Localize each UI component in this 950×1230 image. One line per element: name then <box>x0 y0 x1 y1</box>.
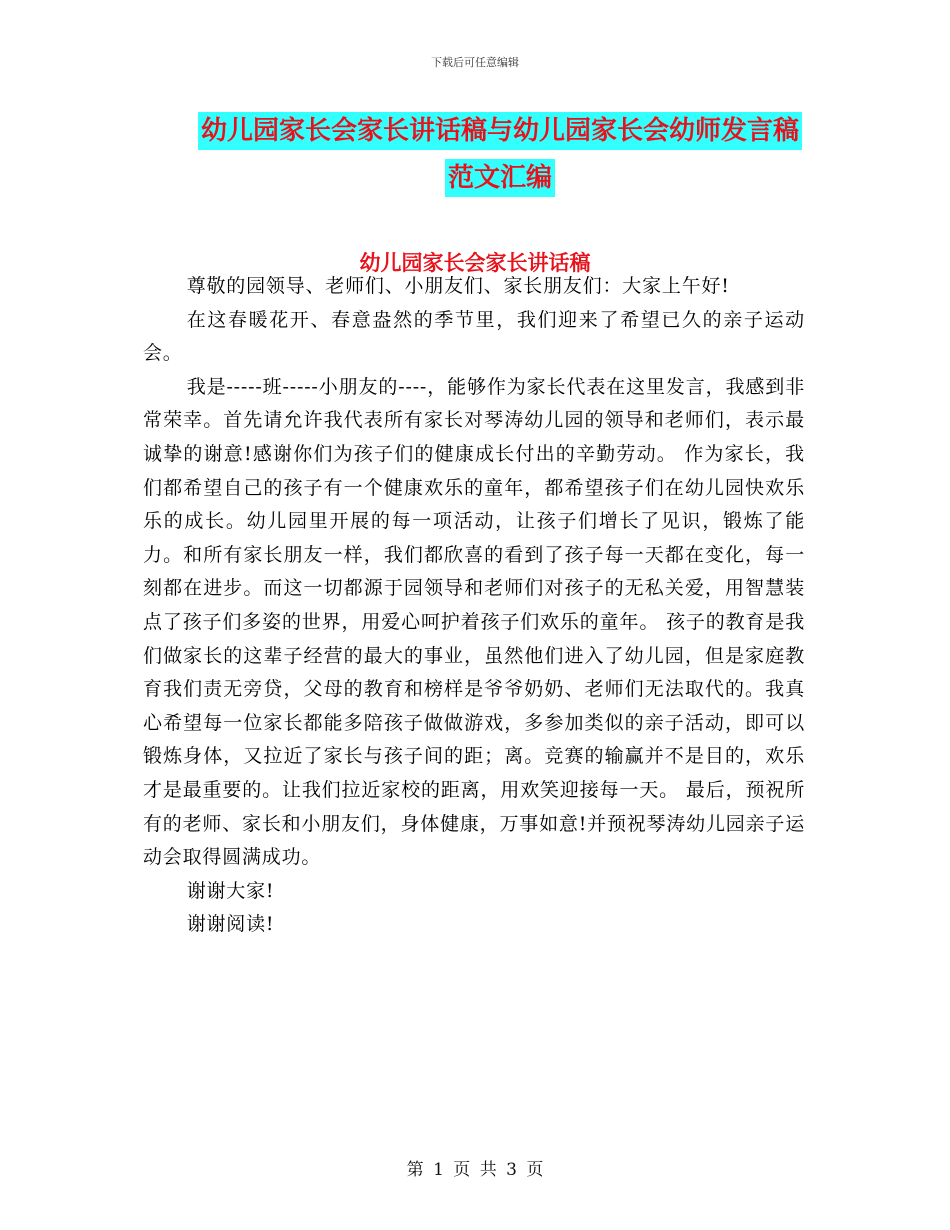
paragraph-thanks: 谢谢大家! <box>186 879 275 902</box>
document-body <box>143 270 805 942</box>
document-title <box>150 108 850 202</box>
page-number: 第 1 页 共 3 页 <box>406 1160 544 1180</box>
document-title-line-2: 范文汇编 <box>445 159 555 197</box>
document-title-line-1: 幼儿园家长会家长讲话稿与幼儿园家长会幼师发言稿 <box>198 112 802 150</box>
header-note: 下载后可任意编辑 <box>431 56 519 69</box>
paragraph-intro: 在这春暖花开、春意盎然的季节里，我们迎来了希望已久的亲子运动会。 <box>143 308 805 365</box>
paragraph-main: 我是-----班-----小朋友的----，能够作为家长代表在这里发言，我感到非常荣幸。首先请允许我代表所有家长对琴涛幼儿园的领导和老师们，表示最诚挚的谢意!感谢你们为孩子们的健康成长付出的辛勤劳动。 作为家长，我们都希望自己的孩子有一个健康欢乐的童年，都希望孩子们在幼儿园快欢乐乐的成长。幼儿园里开展的每一项活动，让孩子们增长了见识，锻炼了能力。和所有家长朋友一样，我们都欣喜的看到了孩子每一天都在变化，每一刻都在进步。而这一切都源于园领导和老师们对孩子的无私关爱，用智慧装点了孩子们多姿的世界，用爱心呵护着孩子们欢乐的童年。 孩子的教育是我们做家长的这辈子经营的最大的事业，虽然他们进入了幼儿园，但是家庭教育我们责无旁贷，父母的教育和榜样是爷爷奶奶、老师们无法取代的。我真心希望每一位家长都能多陪孩子做做游戏，多参加类似的亲子活动，即可以锻炼身体，又拉近了家长与孩子间的距；离。竞赛的输赢并不是目的，欢乐才是最重要的。让我们拉近家校的距离，用欢笑迎接每一天。 最后，预祝所有的老师、家长和小朋友们，身体健康，万事如意!并预祝琴涛幼儿园亲子运动会取得圆满成功。 <box>143 375 805 869</box>
paragraph-thanks-reading: 谢谢阅读! <box>186 913 275 936</box>
paragraph-greeting: 尊敬的园领导、老师们、小朋友们、家长朋友们：大家上午好! <box>186 275 730 297</box>
section-title: 幼儿园家长会家长讲话稿 <box>359 251 591 275</box>
